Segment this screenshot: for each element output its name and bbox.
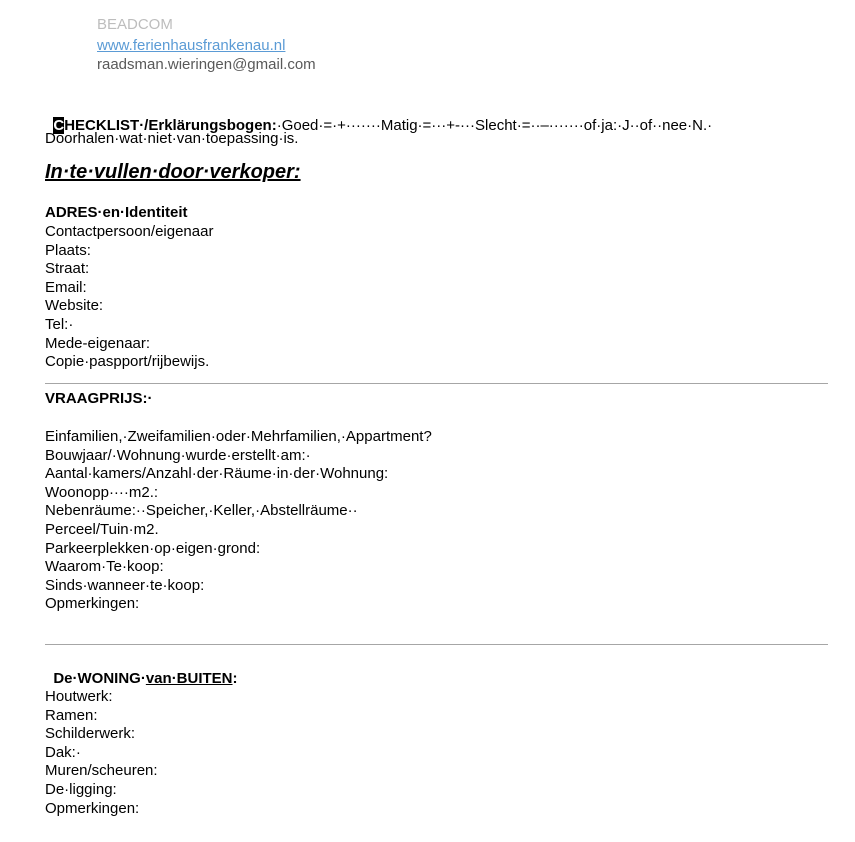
field-label: Nebenräume:··Speicher,·Keller,·Abstellräume·· [45, 502, 358, 520]
instruction-text: Doorhalen·wat·niet·van·toepassing·is. [45, 130, 299, 147]
checklist-title: HECKLIST·/Erklärungsbogen: [64, 116, 277, 134]
field-label: Muren/scheuren: [45, 762, 158, 780]
outside-section-list [45, 688, 158, 818]
price-section-list [45, 428, 432, 614]
section-divider [45, 644, 828, 645]
section-divider [45, 383, 828, 384]
heading-part: De·WONING· [53, 669, 146, 687]
field-label: Ramen: [45, 706, 98, 724]
field-label: De·ligging: [45, 780, 117, 798]
field-label: Bouwjaar/·Wohnung·wurde·erstellt·am:· [45, 446, 311, 464]
field-label: Perceel/Tuin·m2. [45, 520, 159, 538]
field-label: Plaats: [45, 241, 91, 259]
checklist-legend: ·Goed·=·+·······Matig·=···+-···Slecht·=··–·······of·ja:·J··of··nee·N.· [276, 116, 713, 134]
address-section-list [45, 223, 213, 372]
field-label: Tel:· [45, 315, 74, 333]
field-label: Schilderwerk: [45, 725, 136, 743]
seller-heading: In·te·vullen·door·verkoper: [45, 161, 301, 183]
field-label: Opmerkingen: [45, 595, 140, 613]
text-cursor-char: C [53, 116, 65, 134]
field-label: Copie·paspport/rijbewijs. [45, 353, 210, 371]
heading-part: : [232, 669, 238, 687]
field-label: Email: [45, 278, 87, 296]
company-name: BEADCOM [97, 16, 173, 33]
price-section-heading: VRAAGPRIJS:· [45, 390, 153, 407]
field-label: Aantal·kamers/Anzahl·der·Räume·in·der·Wohnung: [45, 465, 389, 483]
field-label: Website: [45, 297, 104, 315]
field-label: Opmerkingen: [45, 799, 140, 817]
field-label: Houtwerk: [45, 688, 113, 705]
heading-part-underlined: van·BUITEN [145, 669, 233, 687]
outside-section-heading [45, 651, 238, 688]
contact-email: raadsman.wieringen@gmail.com [97, 56, 316, 73]
field-label: Dak:· [45, 743, 81, 761]
field-label: Contactpersoon/eigenaar [45, 223, 214, 240]
field-label: Waarom·Te·koop: [45, 558, 164, 576]
field-label: Sinds·wanneer·te·koop: [45, 576, 205, 594]
field-label: Woonopp····m2.: [45, 483, 159, 501]
field-label: Straat: [45, 260, 90, 278]
field-label: Mede-eigenaar: [45, 334, 151, 352]
field-label: Einfamilien,·Zweifamilien·oder·Mehrfamilien,·Appartment? [45, 428, 432, 445]
website-link[interactable]: www.ferienhausfrankenau.nl [97, 37, 286, 54]
address-section-heading: ADRES·en·Identiteit [45, 204, 188, 221]
field-label: Parkeerplekken·op·eigen·grond: [45, 539, 261, 557]
